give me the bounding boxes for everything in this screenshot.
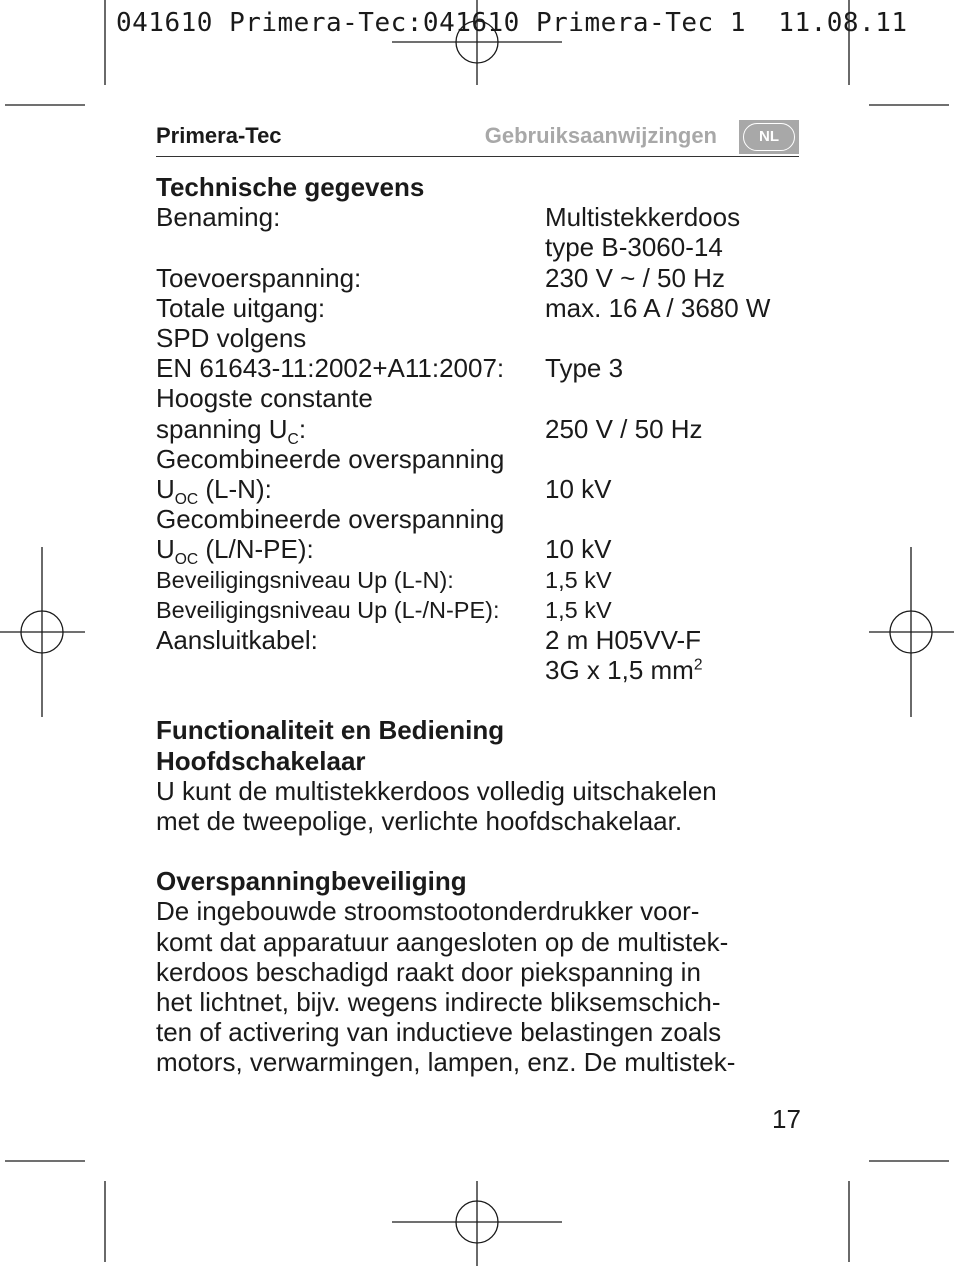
spec-value: type B-3060-14 [545,232,723,263]
spec-label: SPD volgens [156,323,307,354]
main-switch-heading: Hoofdschakelaar [156,745,366,776]
spec-label: Toevoerspanning: [156,262,362,293]
text-line: kerdoos beschadigd raakt door piekspanning in [156,956,701,987]
spec-row-uoc2-2 [156,534,796,569]
surge-protection-paragraph [156,896,796,1077]
spec-label: Gecombineerde overspanning [156,504,505,535]
registration-mark-right [869,547,954,717]
spec-value: 250 V / 50 Hz [545,413,703,444]
spec-value: max. 16 A / 3680 W [545,292,771,323]
running-header [156,120,799,157]
spec-row-spd-1 [156,323,796,353]
page-number: 17 [772,1104,801,1134]
spec-row-uoc1-2 [156,474,796,509]
brand-name: Primera-Tec [156,123,282,148]
text-line: met de tweepolige, verlichte hoofdschakelaar. [156,806,683,837]
spec-label: Beveiligingsniveau Up (L-N): [156,566,454,593]
text-line: het lichtnet, bijv. wegens indirecte bliksemschich- [156,987,721,1018]
spec-value: 3G x 1,5 $mm^2$ [545,655,703,686]
text-line: motors, verwarmingen, lampen, enz. De multistek- [156,1047,736,1078]
spec-label: Hoogste constante [156,383,373,414]
page-content [156,172,796,1078]
specs-heading: Technische gegevens [156,172,425,202]
spec-row-voltage [156,263,796,293]
text-line: ten of activering van inductieve belastingen zoals [156,1017,722,1048]
spec-value: Type 3 [545,353,624,384]
text-line: U kunt de multistekkerdoos volledig uitschakelen [156,775,717,806]
spec-row-cable-cont [156,655,796,685]
registration-mark-left [0,547,85,717]
spec-row-up2 [156,595,796,625]
spec-value: 230 V ~ / 50 Hz [545,262,725,293]
spec-value: 2 m H05VV-F [545,625,702,656]
spec-row-name-cont [156,232,796,262]
spec-label: Benaming: [156,202,281,233]
spec-value: 1,5 kV [545,596,612,623]
spec-row-uoc1-1 [156,444,796,474]
spec-row-cable [156,625,796,655]
registration-mark-bottom [392,1181,562,1266]
spec-label: EN 61643-11:2002+A11:2007: [156,353,505,384]
registration-mark-top [392,0,562,85]
spec-label: Aansluitkabel: [156,625,318,656]
spec-row-up1 [156,565,796,595]
spec-label: $U_{OC}$ (L-N): [156,474,272,509]
spec-label: $U_{OC}$ (L/N-PE): [156,534,314,569]
function-heading: Functionaliteit en Bediening [156,715,505,746]
manual-title: Gebruiksaanwijzingen [484,123,717,148]
main-switch-paragraph [156,776,796,836]
spec-label: spanning $U_C$: [156,413,307,448]
spec-value: 10 kV [545,474,612,505]
text-line: komt dat apparatuur aangesloten op de multistek- [156,926,729,957]
spec-row-uoc2-1 [156,504,796,534]
spec-label: Gecombineerde overspanning [156,443,505,474]
text-line: De ingebouwde stroomstootonderdrukker voor- [156,896,700,927]
spec-label: Beveiligingsniveau Up (L-/N-PE): [156,596,500,623]
spec-label: Totale uitgang: [156,292,326,323]
language-tab [739,120,799,154]
surge-protection-heading: Overspanningbeveiliging [156,866,467,897]
spec-value: Multistekkerdoos [545,202,741,233]
language-badge: NL [743,123,795,151]
spec-row-uc-2 [156,413,796,448]
spec-row-output [156,293,796,323]
spec-row-uc-1 [156,383,796,413]
spec-row-name [156,202,796,232]
spec-value: 1,5 kV [545,566,612,593]
printer-slug: 041610 Primera-Tec:041610 Primera-Tec 1 11.08.11 [116,8,908,38]
spec-value: 10 kV [545,534,612,565]
spec-row-spd-2 [156,353,796,383]
